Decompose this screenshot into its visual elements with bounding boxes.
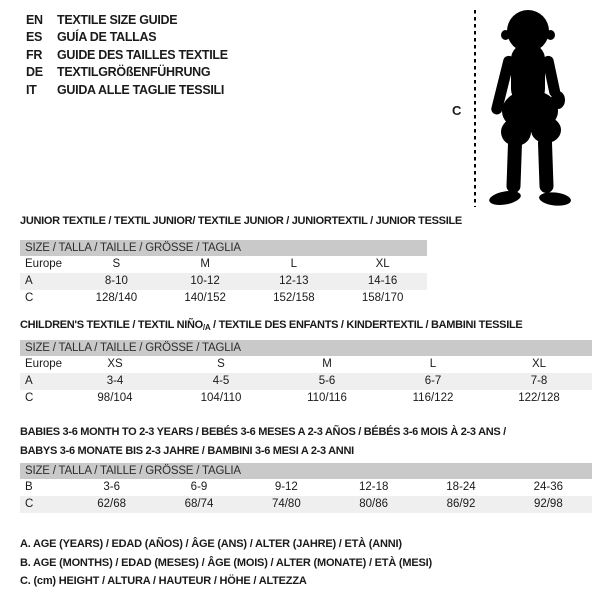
lang-row-fr bbox=[26, 47, 228, 64]
table-cell: XL bbox=[375, 258, 390, 270]
junior-table-title bbox=[20, 215, 462, 227]
table-cell: 152/158 bbox=[273, 292, 315, 304]
table-cell: 110/116 bbox=[307, 392, 347, 404]
children-table-title bbox=[20, 319, 522, 332]
table-cell: 74/80 bbox=[271, 498, 301, 510]
table-cell: 80/86 bbox=[359, 498, 389, 510]
babies-table-title bbox=[20, 423, 580, 460]
lang-row-es bbox=[26, 29, 228, 46]
table-cell: 104/110 bbox=[200, 392, 242, 404]
lang-code: IT bbox=[26, 82, 37, 97]
table-cell: 116/122 bbox=[412, 392, 454, 404]
table-cell: L bbox=[429, 358, 437, 370]
table-row bbox=[20, 496, 592, 513]
table-cell: 7-8 bbox=[530, 375, 548, 387]
legend-footnotes bbox=[20, 535, 432, 591]
lang-row-en bbox=[26, 12, 228, 29]
row-label: Europe bbox=[25, 258, 63, 270]
size-header-bar: SIZE / TALLA / TAILLE / GRÖSSE / TAGLIA bbox=[20, 340, 592, 356]
table-row bbox=[20, 479, 592, 496]
size-header-bar: SIZE / TALLA / TAILLE / GRÖSSE / TAGLIA bbox=[20, 463, 592, 479]
lang-title: TEXTILE SIZE GUIDE bbox=[57, 13, 178, 27]
table-cell: 140/152 bbox=[184, 292, 226, 304]
row-label: A bbox=[25, 375, 33, 387]
table-cell: 9-12 bbox=[274, 481, 298, 493]
table-cell: 4-5 bbox=[212, 375, 230, 387]
table-cell: 14-16 bbox=[367, 275, 398, 287]
size-header-bar: SIZE / TALLA / TAILLE / GRÖSSE / TAGLIA bbox=[20, 240, 427, 256]
lang-title: GUÍA DE TALLAS bbox=[57, 30, 157, 45]
table-cell: L bbox=[290, 258, 298, 270]
table-cell: 122/128 bbox=[518, 392, 560, 404]
table-rows bbox=[20, 479, 592, 513]
junior-size-table bbox=[20, 240, 427, 307]
table-cell: XS bbox=[107, 358, 123, 370]
table-cell: 24-36 bbox=[533, 481, 564, 493]
table-cell: 62/68 bbox=[97, 498, 127, 510]
children-size-table bbox=[20, 340, 592, 407]
table-row bbox=[20, 256, 427, 273]
babies-size-table bbox=[20, 463, 592, 513]
table-cell: 68/74 bbox=[184, 498, 214, 510]
height-dashed-line bbox=[474, 10, 476, 207]
height-measure-label: C bbox=[452, 103, 462, 118]
children-title-prefix: CHILDREN'S TEXTILE / TEXTIL NIÑO bbox=[20, 319, 203, 331]
lang-title: GUIDA ALLE TAGLIE TESSILI bbox=[57, 82, 225, 97]
table-cell: 12-18 bbox=[358, 481, 389, 493]
lang-code: EN bbox=[26, 13, 43, 27]
row-label: A bbox=[25, 275, 33, 287]
babies-title-line1: BABIES 3-6 MONTH TO 2-3 YEARS / BEBÉS 3-6 MESES A 2-3 AÑOS / BÉBÉS 3-6 MOIS À 2-3 ANS / bbox=[20, 426, 506, 438]
row-label: C bbox=[25, 292, 34, 304]
lang-code: FR bbox=[26, 47, 43, 62]
footnote-c: C. (cm) HEIGHT / ALTURA / HAUTEUR / HÖHE / ALTEZZA bbox=[20, 575, 307, 587]
table-cell: M bbox=[322, 358, 332, 370]
row-label: C bbox=[25, 392, 34, 404]
table-cell: S bbox=[217, 358, 225, 370]
footnote-b: B. AGE (MONTHS) / EDAD (MESES) / ÂGE (MOIS) / ALTER (MONATE) / ETÀ (MESI) bbox=[20, 556, 432, 569]
table-cell: 6-7 bbox=[424, 375, 442, 387]
table-cell: 3-6 bbox=[103, 481, 120, 493]
table-cell: 128/140 bbox=[95, 292, 138, 304]
table-cell: 8-10 bbox=[104, 275, 128, 287]
table-row bbox=[20, 356, 592, 373]
lang-row-de bbox=[26, 64, 228, 81]
children-title-subscript: /A bbox=[202, 323, 211, 332]
baby-silhouette-icon bbox=[483, 8, 580, 208]
language-title-list bbox=[26, 12, 228, 99]
table-cell: 5-6 bbox=[318, 375, 336, 387]
junior-table-title-text: JUNIOR TEXTILE / TEXTIL JUNIOR/ TEXTILE JUNIOR / JUNIORTEXTIL / JUNIOR TESSILE bbox=[20, 215, 462, 227]
lang-title: GUIDE DES TAILLES TEXTILE bbox=[57, 47, 228, 62]
table-cell: 10-12 bbox=[190, 275, 220, 287]
table-rows bbox=[20, 356, 592, 407]
lang-title: TEXTILGRÖßENFÜHRUNG bbox=[57, 65, 211, 80]
table-cell: 92/98 bbox=[533, 498, 563, 510]
footnote-a: A. AGE (YEARS) / EDAD (AÑOS) / ÂGE (ANS) / ALTER (JAHRE) / ETÀ (ANNI) bbox=[20, 538, 402, 550]
lang-code: ES bbox=[26, 30, 43, 45]
table-row bbox=[20, 373, 592, 390]
row-label: C bbox=[25, 498, 34, 510]
lang-code: DE bbox=[26, 65, 43, 80]
table-row bbox=[20, 290, 427, 307]
table-rows bbox=[20, 256, 427, 307]
table-cell: XL bbox=[531, 358, 547, 370]
table-cell: 3-4 bbox=[106, 375, 124, 387]
babies-title-line2: BABYS 3-6 MONATE BIS 2-3 JAHRE / BAMBINI 3-6 MESI A 2-3 ANNI bbox=[20, 444, 354, 457]
table-cell: 18-24 bbox=[446, 481, 476, 493]
table-row bbox=[20, 273, 427, 290]
row-label: B bbox=[25, 481, 33, 493]
children-title-suffix: / TEXTILE DES ENFANTS / KINDERTEXTIL / BAMBINI TESSILE bbox=[210, 319, 523, 331]
table-cell: 6-9 bbox=[190, 481, 208, 493]
table-cell: 12-13 bbox=[279, 275, 309, 287]
table-cell: 98/104 bbox=[97, 392, 133, 404]
lang-row-it bbox=[26, 82, 228, 99]
table-row bbox=[20, 390, 592, 407]
table-cell: M bbox=[200, 258, 210, 270]
table-cell: S bbox=[112, 258, 121, 270]
table-cell: 86/92 bbox=[446, 498, 476, 510]
row-label: Europe bbox=[25, 358, 62, 370]
table-cell: 158/170 bbox=[361, 292, 404, 304]
